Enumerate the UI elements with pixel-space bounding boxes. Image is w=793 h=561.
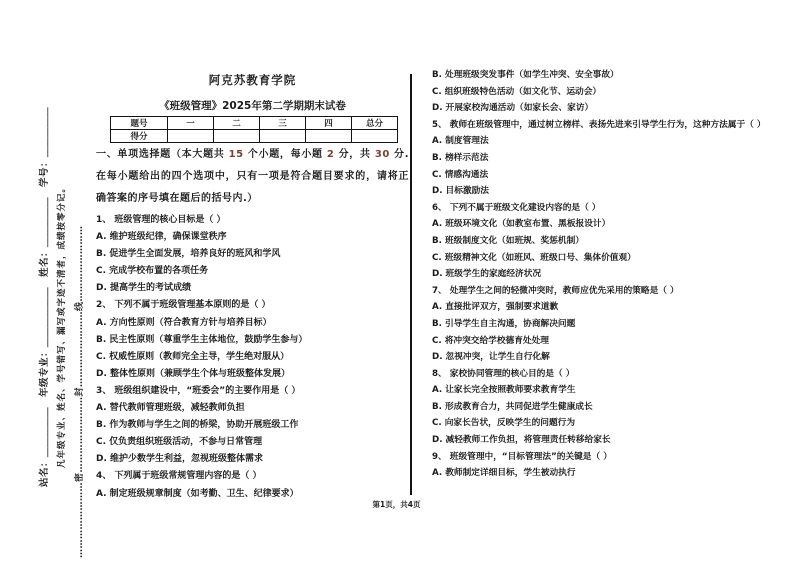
section-instructions <box>96 144 409 210</box>
score-table-column-header: 三 <box>260 117 306 130</box>
exam-line: A. 班级环境文化（如教室布置、黑板报设计） <box>432 219 611 230</box>
exam-line: D. 维护少数学生利益，忽视班级整体需求 <box>96 454 264 465</box>
exam-line: D. 忽视冲突，让学生自行化解 <box>432 352 550 363</box>
exam-line: 3、 班级组织建设中，“班委会”的主要作用是（ ） <box>96 385 301 396</box>
exam-line: C. 情感沟通法 <box>432 169 489 180</box>
exam-line: B. 班级制度文化（如班规、奖惩机制） <box>432 235 584 246</box>
exam-line: C. 向家长告状，反映学生的问题行为 <box>432 418 576 429</box>
exam-line: D. 提高学生的考试成绩 <box>96 283 192 294</box>
score-table-column-header: 总分 <box>352 117 398 130</box>
exam-line: B. 引导学生自主沟通，协商解决问题 <box>432 318 576 329</box>
exam-line: 4、 下列属于班级常规管理内容的是（ ） <box>96 471 262 482</box>
exam-line: C. 完成学校布置的各项任务 <box>96 266 209 277</box>
score-cell <box>306 130 352 143</box>
questions-left-column <box>96 212 409 503</box>
instruction-segment: 30 <box>374 149 390 160</box>
score-cell <box>260 130 306 143</box>
exam-line: B. 作为教师与学生之间的桥梁，协助开展班级工作 <box>96 420 299 431</box>
score-table-column-header: 四 <box>306 117 352 130</box>
score-table-column-header: 二 <box>214 117 260 130</box>
exam-line: C. 将冲突交给学校德育处处理 <box>432 335 549 346</box>
exam-line: A. 替代教师管理班级，减轻教师负担 <box>96 403 245 414</box>
exam-line: A. 让家长完全按照教师要求教育学生 <box>432 385 576 396</box>
exam-line: A. 方向性原则（符合教育方针与培养目标） <box>96 317 272 328</box>
exam-line: D. 目标激励法 <box>432 186 489 197</box>
instruction-segment: 分. 在每小题给出的四个选项中，只有一项是符合题目要求的，请将正确答案的序号填在题后的括号内.） <box>96 149 410 204</box>
zero-score-warning: 凡年级专业、姓名、学号错写、漏写或字迹不清者，成绩按零分记。 <box>57 182 67 468</box>
exam-line: D. 班级学生的家庭经济状况 <box>432 269 542 280</box>
exam-line: D. 整体性原则（兼顾学生个体与班级整体发展） <box>96 368 291 379</box>
score-table-header-row <box>111 117 398 130</box>
exam-line: 2、 下列不属于班级管理基本原则的是（ ） <box>96 300 271 311</box>
exam-line: A. 直接批评双方，强制要求道歉 <box>432 302 559 313</box>
score-table-column-header: 一 <box>168 117 214 130</box>
exam-line: B. 民主性原则（尊重学生主体地位，鼓励学生参与） <box>96 334 308 345</box>
exam-line: 5、 教师在班级管理中，通过树立榜样、表扬先进来引导学生行为，这种方法属于（ ） <box>432 119 766 130</box>
school-name: 阿克苏教育学院 <box>208 73 297 87</box>
exam-line: C. 班级精神文化（如班风、班级口号、集体价值观） <box>432 252 636 263</box>
exam-line: D. 开展家校沟通活动（如家长会、家访） <box>432 103 594 114</box>
instruction-segment: 一、单项选择题（本大题共 <box>96 149 229 160</box>
column-divider <box>410 74 412 495</box>
score-table <box>110 116 398 143</box>
exam-line: A. 维护班级纪律，确保课堂秩序 <box>96 232 227 243</box>
score-cell <box>214 130 260 143</box>
exam-line: B. 形成教育合力，共同促进学生健康成长 <box>432 401 593 412</box>
score-cell <box>352 130 398 143</box>
instruction-segment: 分，共 <box>334 149 375 160</box>
instruction-segment: 2 <box>326 149 335 160</box>
exam-line: B. 处理班级突发事件（如学生冲突、安全事故） <box>432 70 619 80</box>
exam-line: D. 减轻教师工作负担，将管理责任转移给家长 <box>432 435 611 446</box>
instruction-segment: 15 <box>228 149 244 160</box>
score-cell <box>168 130 214 143</box>
exam-line: 9、 班级管理中，“目标管理法”的关键是（ ） <box>432 451 612 462</box>
exam-line: C. 权威性原则（教师完全主导，学生绝对服从） <box>96 351 290 362</box>
exam-line: 7、 处理学生之间的轻微冲突时，教师应优先采用的策略是（ ） <box>432 285 679 296</box>
exam-line: C. 组织班级特色活动（如文化节、运动会） <box>432 86 602 97</box>
exam-line: A. 制度管理法 <box>432 136 489 147</box>
exam-line: A. 教师制定详细目标，学生被动执行 <box>432 468 576 479</box>
questions-right-column <box>432 67 790 482</box>
seal-line: ……………………密……………………封……………………线…………………… <box>75 225 85 558</box>
exam-line: 8、 家校协同管理的核心目的是（ ） <box>432 368 575 379</box>
page-number-footer: 第1页，共4页 <box>372 500 421 509</box>
exam-line: 6、 下列不属于班级文化建设内容的是（ ） <box>432 202 601 213</box>
student-info-fields: 站名：＿＿＿＿＿ 年级专业：＿＿＿＿＿＿ 姓名：＿＿＿＿＿ 学号：＿＿＿＿＿ <box>39 106 50 487</box>
exam-line: B. 促进学生全面发展，培养良好的班风和学风 <box>96 249 281 260</box>
exam-line: B. 榜样示范法 <box>432 152 489 163</box>
instruction-segment: 个小题，每小题 <box>243 149 327 160</box>
exam-line: C. 仅负责组织班级活动，不参与日常管理 <box>96 437 263 448</box>
exam-title: 《班级管理》2025年第二学期期末试卷 <box>159 100 346 112</box>
exam-line: 1、 班级管理的核心目标是（ ） <box>96 215 226 225</box>
score-table-corner-label: 题号 <box>111 117 168 130</box>
score-row-label: 得分 <box>111 130 168 143</box>
exam-line: A. 制定班级规章制度（如考勤、卫生、纪律要求） <box>96 488 299 499</box>
score-table-score-row <box>111 130 398 143</box>
